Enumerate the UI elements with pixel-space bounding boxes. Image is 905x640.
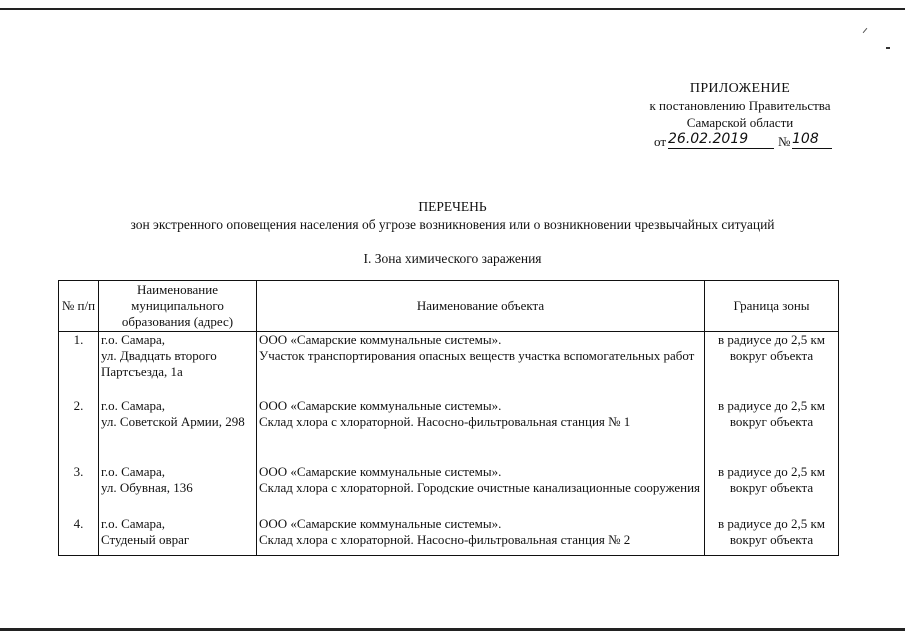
document-subtitle: зон экстренного оповещения населения об угрозе возникновения или о возникновении чрезвычайных ситуаций	[130, 217, 775, 232]
row-num: 3.	[59, 464, 99, 516]
row-city: г.о. Самара,	[101, 515, 165, 531]
row-object	[257, 398, 705, 464]
header-object: Наименование объекта	[257, 281, 705, 332]
document-heading	[0, 198, 905, 234]
row-num: 2.	[59, 398, 99, 464]
scan-speck	[863, 28, 868, 33]
row-street: ул. Обувная, 136	[101, 479, 193, 495]
row-org: ООО «Самарские коммунальные системы».	[259, 463, 502, 479]
row-address	[99, 464, 257, 516]
document-title: ПЕРЕЧЕНЬ	[418, 199, 487, 214]
row-street: ул. Советской Армии, 298	[101, 413, 245, 429]
row-zone: в радиусе до 2,5 км вокруг объекта	[705, 398, 839, 464]
scan-speck	[886, 47, 890, 49]
row-object-name: Склад хлора с хлораторной. Городские очистные канализационные сооружения	[259, 479, 701, 495]
header-zone: Граница зоны	[705, 281, 839, 332]
handwritten-date: 26.02.2019	[668, 131, 774, 149]
row-zone: в радиусе до 2,5 км вокруг объекта	[705, 464, 839, 516]
row-object	[257, 464, 705, 516]
date-prefix: от	[654, 134, 667, 149]
header-municipality: Наименование муниципального образования (адрес)	[99, 281, 257, 332]
row-street: ул. Двадцать второго Партсъезда, 1а	[101, 348, 217, 379]
appendix-block	[620, 80, 860, 151]
table-row	[59, 464, 839, 516]
number-sign: №	[778, 134, 791, 149]
row-address	[99, 398, 257, 464]
row-zone: в радиусе до 2,5 км вокруг объекта	[705, 332, 839, 398]
row-num: 4.	[59, 516, 99, 556]
row-num: 1.	[59, 332, 99, 398]
appendix-line-1: к постановлению Правительства	[649, 98, 831, 113]
header-num: № п/п	[59, 281, 99, 332]
appendix-date-line	[620, 131, 860, 151]
row-street: Студеный овраг	[101, 531, 190, 547]
handwritten-number: 108	[792, 131, 832, 149]
row-city: г.о. Самара,	[101, 397, 165, 413]
section-title: I. Зона химического заражения	[363, 251, 542, 266]
row-zone: в радиусе до 2,5 км вокруг объекта	[705, 516, 839, 556]
objects-table	[58, 280, 839, 556]
top-scan-border	[0, 8, 905, 10]
appendix-line-2: Самарской области	[686, 115, 794, 130]
row-address	[99, 332, 257, 398]
row-org: ООО «Самарские коммунальные системы».	[259, 515, 502, 531]
row-city: г.о. Самара,	[101, 463, 165, 479]
bottom-scan-border	[0, 628, 905, 631]
appendix-title: ПРИЛОЖЕНИЕ	[689, 81, 791, 96]
row-org: ООО «Самарские коммунальные системы».	[259, 332, 502, 347]
row-object-name: Участок транспортирования опасных веществ участка вспомогательных работ	[259, 348, 695, 363]
table-header-row	[59, 281, 839, 332]
row-city: г.о. Самара,	[101, 332, 165, 347]
row-org: ООО «Самарские коммунальные системы».	[259, 397, 502, 413]
row-object-name: Склад хлора с хлораторной. Насосно-фильтровальная станция № 2	[259, 531, 631, 547]
table-row	[59, 332, 839, 398]
table-row	[59, 516, 839, 556]
table-row	[59, 398, 839, 464]
row-object	[257, 332, 705, 398]
row-object	[257, 516, 705, 556]
row-object-name: Склад хлора с хлораторной. Насосно-фильтровальная станция № 1	[259, 413, 631, 429]
row-address	[99, 516, 257, 556]
